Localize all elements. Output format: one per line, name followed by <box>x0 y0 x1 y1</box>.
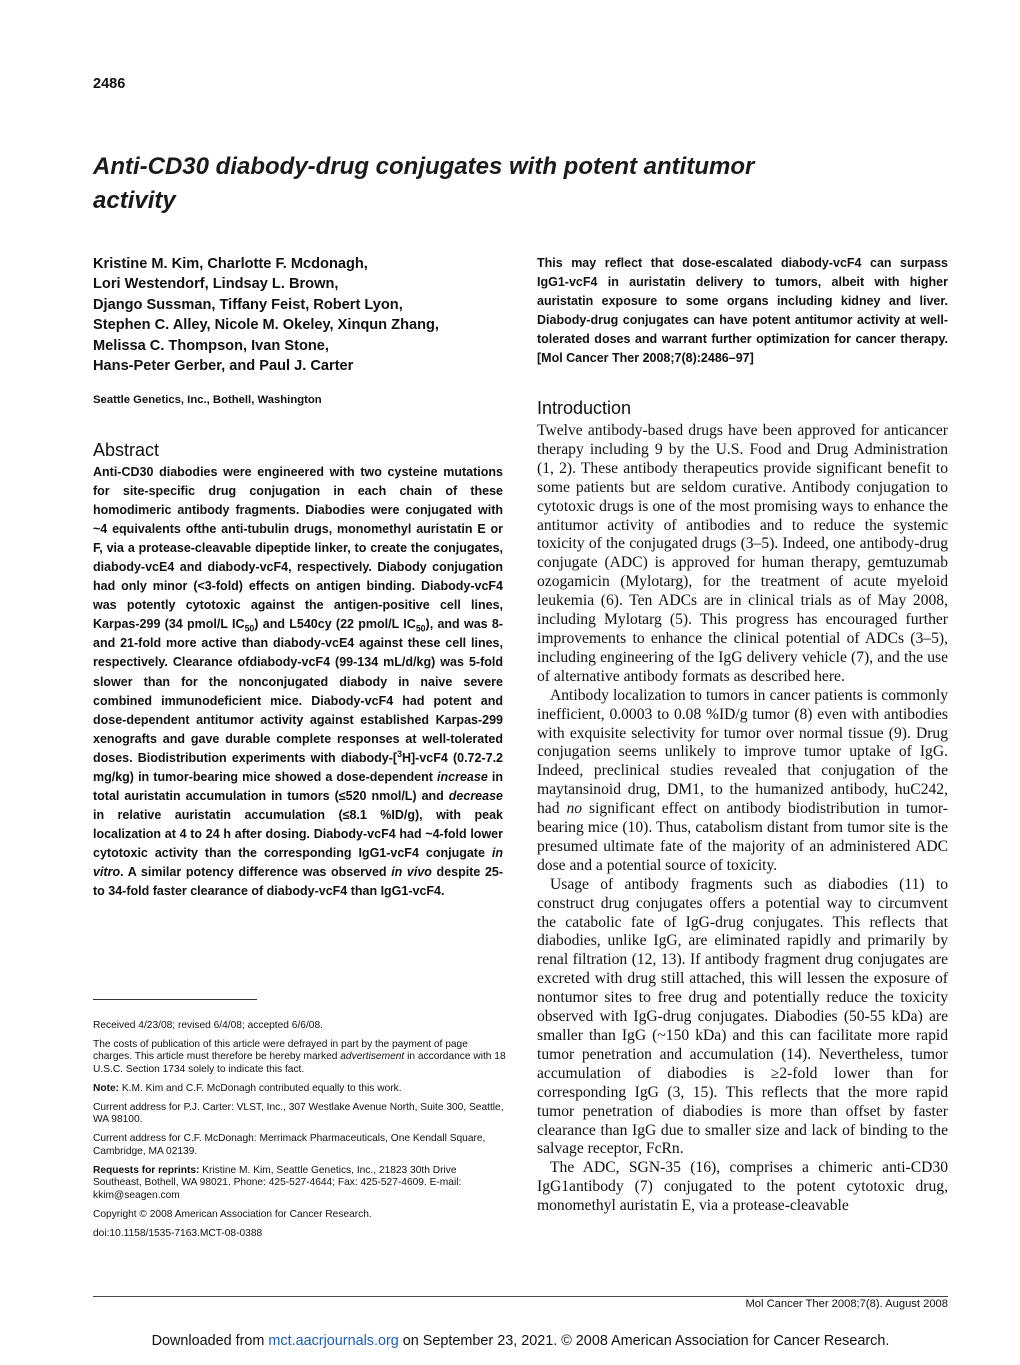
abstract-heading: Abstract <box>93 440 160 460</box>
journal-citation-footer: Mol Cancer Ther 2008;7(8). August 2008 <box>745 1298 948 1310</box>
author-line: Melissa C. Thompson, Ivan Stone, <box>93 337 329 354</box>
article-title: Anti-CD30 diabody-drug conjugates with potent antitumor activity <box>93 153 755 214</box>
equal-contribution-note: Note: K.M. Kim and C.F. McDonagh contributed equally to this work. <box>93 1082 402 1094</box>
introduction-body <box>537 422 948 1216</box>
intro-paragraph: Twelve antibody-based drugs have been approved for anticancer therapy including 9 by the U.S. Food and Drug Administration (1, 2). These antibody therapeutics provide significant benefit to some patients but are seldom curative. Antibody conjugation to cytotoxic drugs is one of the most promising ways to enhance the antitumor activity of antibodies and to reduce the systemic toxicity of the conjugated drugs (3–5). Indeed, one antibody-drug conjugate (ADC) is approved for human therapy, gemtuzumab ozogamicin (Mylotarg), for the treatment of acute myeloid leukemia (6). Ten ADCs are in clinical trials as of May 2008, including Mylotarg (5). This progress has encouraged further improvements to enhance the clinical potential of ADCs (3–5), including engineering of the IgG delivery vehicle (7), and the use of alternative antibody formats as described here. <box>537 422 948 685</box>
mcdonagh-address: Current address for C.F. McDonagh: Merrimack Pharmaceuticals, One Kendall Square, Cambridge, MA 02139. <box>93 1133 486 1157</box>
intro-paragraph: The ADC, SGN-35 (16), comprises a chimeric anti-CD30 IgG1antibody (7) conjugated to the potent cytotoxic drug, monomethyl auristatin E, via a protease-cleavable <box>537 1159 948 1215</box>
introduction-heading: Introduction <box>537 398 632 418</box>
abstract-body: Anti-CD30 diabodies were engineered with two cysteine mutations for site-specific drug conjugation in each chain of these homodimeric antibody fragments. Diabodies were conjugated with ~4 equivalents ofthe anti-tubulin drugs, monomethyl auristatin E or F, via a protease-cleavable dipeptide linker, to create the conjugates, diabody-vcE4 and diabody-vcF4, respectively. Diabody conjugation had only minor (<3-fold) effects on antigen binding. Diabody-vcF4 was potently cytotoxic against the antigen-positive cell lines, Karpas-299 (34 pmol/L $IC_{50}$) and L540cy (22 pmol/L $IC_{50}$), and was 8- and 21-fold more active than diabody-vcE4 against these cell lines, respectively. Clearance ofdiabody-vcF4 (99-134 mL/d/kg) was 5-fold slower than for the nonconjugated diabody in naive severe combined immunodeficient mice. Diabody-vcF4 had potent and dose-dependent antitumor activity against established Karpas-299 xenografts and gave durable complete responses at well-tolerated doses. Biodistribution experiments with diabody-[$^3$H]-vcF4 (0.72-7.2 mg/kg) in tumor-bearing mice showed a dose-dependent increase in total auristatin accumulation in tumors (≤520 nmol/L) and decrease in relative auristatin accumulation (≤8.1 %ID/g), with peak localization at 4 to 24 h after dosing. Diabody-vcF4 had ~4-fold lower cytotoxic activity than the corresponding IgG1-vcF4 conjugate in vitro. A similar potency difference was observed in vivo despite 25- to 34-fold faster clearance of diabody-vcF4 than IgG1-vcF4. <box>93 465 504 899</box>
author-line: Django Sussman, Tiffany Feist, Robert Lyon, <box>93 296 403 313</box>
intro-paragraph: Antibody localization to tumors in cancer patients is commonly inefficient, 0.0003 to 0.08 %ID/g tumor (8) even with antibodies with exquisite selectivity for tumor over normal tissue (9). Drug conjugation seems unlikely to improve tumor uptake of IgG. Indeed, preclinical studies revealed that conjugation of the maytansinoid drug, DM1, to the humanized antibody, huC242, had no significant effect on antibody biodistribution in tumor-bearing mice (10). Thus, catabolism distant from tumor site is the presumed ultimate fate of the majority of an administered ADC dose and a potential source of toxicity. <box>537 686 948 874</box>
doi: doi:10.1158/1535-7163.MCT-08-0388 <box>93 1227 263 1239</box>
journal-site-link[interactable]: mct.aacrjournals.org <box>268 1333 399 1349</box>
publication-costs-note: The costs of publication of this article were defrayed in part by the payment of page charges. This article must therefore be hereby marked advertisement in accordance with 18 U.S.C. Section 1734 solely to indicate this fact. <box>93 1038 506 1076</box>
reprint-requests: Requests for reprints: Kristine M. Kim, Seattle Genetics, Inc., 21823 30th Drive Southeast, Bothell, WA 98021. Phone: 425-527-4644; Fax: 425-527-4609. E-mail: kkim@seagen.com <box>93 1164 462 1202</box>
footnotes <box>93 1020 508 1247</box>
intro-paragraph: Usage of antibody fragments such as diabodies (11) to construct drug conjugates offers a potential way to circumvent the catabolic fate of IgG-drug conjugates. This reflects that diabodies, unlike IgG, are eliminated rapidly and primarily by renal filtration (12, 13). If antibody fragment drug conjugates are excreted with drug still attached, this will lessen the exposure of nontumor sites to free drug and potentially reduce the toxicity observed with IgG-drug conjugates. Diabodies (50-55 kDa) are smaller than IgG (~150 kDa) and this can facilitate more rapid tumor penetration and accumulation (14). Nevertheless, tumor accumulation of diabodies is ≥2-fold lower than for corresponding IgG (3, 15). This reflects that the more rapid tumor penetration of diabodies is more than offset by faster clearance than IgG due to smaller size and lack of binding to the salvage receptor, FcRn. <box>537 875 948 1158</box>
page-number: 2486 <box>93 76 126 92</box>
footer-divider <box>93 1296 948 1297</box>
author-list <box>93 254 513 376</box>
author-line: Kristine M. Kim, Charlotte F. Mcdonagh, <box>93 256 368 272</box>
copyright: Copyright © 2008 American Association for Cancer Research. <box>93 1208 372 1220</box>
footnote-divider <box>93 999 257 1000</box>
download-notice: Downloaded from mct.aacrjournals.org on September 23, 2021. © 2008 American Association for Cancer Research. <box>151 1333 890 1349</box>
author-line: Hans-Peter Gerber, and Paul J. Carter <box>93 358 354 375</box>
author-line: Stephen C. Alley, Nicole M. Okeley, Xinqun Zhang, <box>93 317 439 334</box>
abstract-continuation: This may reflect that dose-escalated diabody-vcF4 can surpass IgG1-vcF4 in auristatin delivery to tumors, albeit with higher auristatin exposure to some organs including kidney and liver. Diabody-drug conjugates can have potent antitumor activity at well-tolerated doses and warrant further optimization for cancer therapy. [Mol Cancer Ther 2008;7(8):2486–97] <box>537 256 948 365</box>
affiliation: Seattle Genetics, Inc., Bothell, Washington <box>93 394 322 406</box>
author-line: Lori Westendorf, Lindsay L. Brown, <box>93 276 339 293</box>
carter-address: Current address for P.J. Carter: VLST, Inc., 307 Westlake Avenue North, Suite 300, Seattle, WA 98100. <box>93 1101 504 1126</box>
received-dates: Received 4/23/08; revised 6/4/08; accepted 6/6/08. <box>93 1020 323 1031</box>
